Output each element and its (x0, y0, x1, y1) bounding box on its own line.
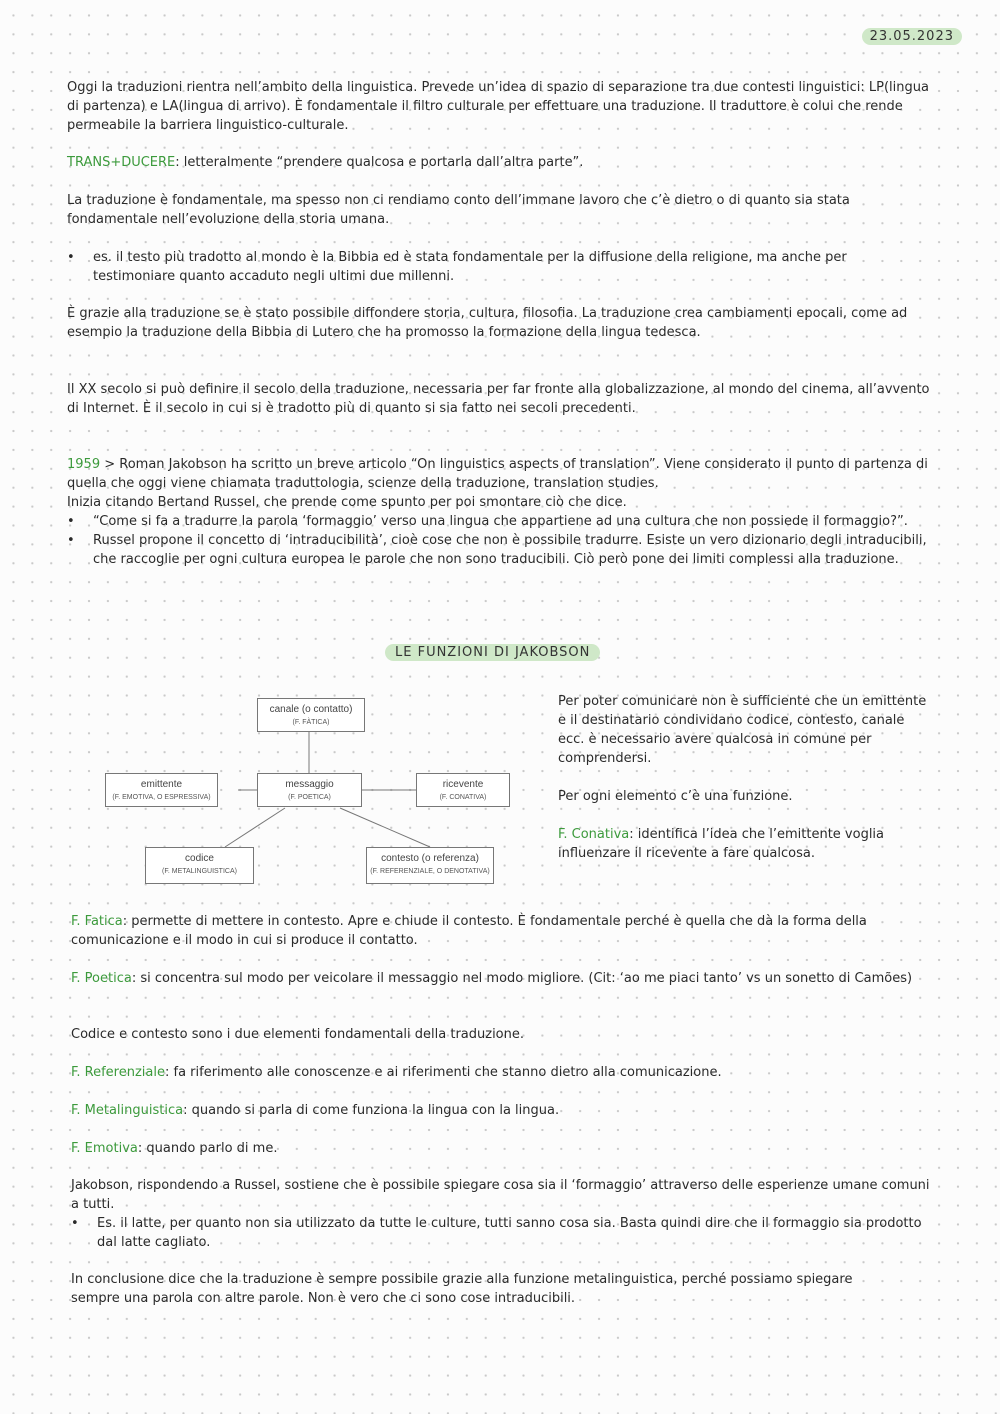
trans-ducere-term: TRANS+DUCERE (67, 155, 176, 170)
fatica-text: : permette di mettere in contesto. Apre e chiude il contesto. È fondamentale perché è quella che dà la forma della comunicazione e il modo in cui si produce il contatto. (71, 914, 867, 948)
section-title: LE FUNZIONI DI JAKOBSON (385, 644, 600, 661)
ricevente-label: ricevente (442, 779, 484, 790)
poetica-text: : si concentra sul modo per veicolare il messaggio nel modo migliore. (Cit: ‘ao me piaci tanto’ vs un sonetto di Camões) (131, 971, 913, 986)
codice-label: codice (185, 853, 214, 864)
box-canale (257, 698, 365, 732)
conativa-term: F. Conativa (558, 827, 630, 842)
emittente-sub: (F. EMOTIVA, O ESPRESSIVA) (112, 794, 211, 801)
emotiva-term: F. Emotiva (71, 1141, 138, 1156)
ricevente-sub: (F. CONATIVA) (439, 794, 487, 801)
date-badge: 23.05.2023 (862, 28, 962, 45)
xx-secolo-paragraph (67, 380, 933, 418)
fatica-term: F. Fatica (71, 914, 123, 929)
russel-bullet-2: • Russel propone il concetto di ‘intraducibilità’, cioè cose che non è possibile tradurre. Esiste un vero dizionario degli intraducibili, che raccoglie per ogni cultura europea le parole che non sono traducibili. Ciò però pone dei limiti complessi alla traduzione. (67, 531, 933, 569)
latte-bullet: • Es. il latte, per quanto non sia utilizzato da tutte le culture, tutti sanno cosa sia. Basta quindi dire che il formaggio sia prodotto dal latte cagliato. (71, 1214, 933, 1252)
intro-paragraph (67, 78, 933, 135)
bibbia-bullet: • es. il testo più tradotto al mondo è la Bibbia ed è stata fondamentale per la diffusione della religione, ma anche per testimoniare quanto accaduto negli ultimi due millenni. (67, 248, 907, 286)
line-messaggio-codice (225, 808, 285, 847)
contesto-sub: (F. REFERENZIALE, O DENOTATIVA) (370, 868, 490, 875)
messaggio-sub: (F. POETICA) (288, 794, 331, 801)
metalinguistica-paragraph (71, 1101, 933, 1120)
metalinguistica-text: : quando si parla di come funziona la lingua con la lingua. (183, 1103, 560, 1118)
right-col-p1: Per poter comunicare non è sufficiente che un emittente e il destinatario condividano codice, contesto, canale ecc. è necessario avere qualcosa in comune per comprendersi. (558, 694, 927, 766)
bibbia-bullet-block (67, 248, 907, 286)
fondamentale-paragraph (67, 191, 933, 229)
metalinguistica-term: F. Metalinguistica (71, 1103, 184, 1118)
box-contesto (366, 847, 494, 884)
emittente-label: emittente (140, 779, 183, 790)
intro-text: Oggi la traduzioni rientra nell’ambito della linguistica. Prevede un’idea di spazio di separazione tra due contesti linguistici: LP(lingua di partenza) e LA(lingua di arrivo). È fondamentale il filtro culturale per effettuare una traduzione. Il traduttore è colui che rende permeabile la barriera linguistico-culturale. (67, 80, 929, 133)
codice-contesto-text: Codice e contesto sono i due elementi fondamentali della traduzione. (71, 1027, 525, 1042)
line-messaggio-contesto (340, 808, 430, 847)
referenziale-paragraph (71, 1063, 933, 1082)
jakobson-diagram (100, 690, 520, 890)
canale-label: canale (o contatto) (269, 704, 353, 715)
messaggio-label: messaggio (285, 779, 334, 790)
box-messaggio (257, 773, 362, 807)
conclusione-text: In conclusione dice che la traduzione è sempre possibile grazie alla funzione metalinguistica, perché possiamo spiegare sempre una parola con altre parole. Non è vero che ci sono cose intraducibili. (71, 1272, 853, 1306)
right-col-p2: Per ogni elemento c’è una funzione. (558, 789, 793, 804)
trans-ducere-text: : letteralmente “prendere qualcosa e portarla dall’altra parte”. (175, 155, 584, 170)
jakobson-risposta-paragraph (71, 1176, 933, 1252)
diagram-explanation (558, 692, 928, 863)
canale-sub: (F. FÀTICA) (292, 719, 330, 726)
jakobson-1959-text: > Roman Jakobson ha scritto un breve articolo “On linguistics aspects of translation”. Viene considerato il punto di partenza di quella che oggi viene chiamata traduttologia, scienze della traduzione, translation studies. (67, 457, 928, 491)
referenziale-text: : fa riferimento alle conoscenze e ai riferimenti che stanno dietro alla comunicazione. (164, 1065, 722, 1080)
emotiva-text: : quando parlo di me. (137, 1141, 278, 1156)
grazie-paragraph (67, 304, 913, 342)
jakobson-risposta-text: Jakobson, rispondendo a Russel, sostiene che è possibile spiegare cosa sia il ‘formaggio’ attraverso delle esperienze umane comuni a tutti. (71, 1178, 930, 1212)
jakobson-1959-paragraph (67, 455, 933, 569)
box-codice (145, 847, 254, 884)
contesto-label: contesto (o referenza) (381, 853, 479, 864)
conativa-text: : identifica l’idea che l’emittente voglia influenzare il ricevente a fare qualcosa. (558, 827, 885, 861)
xx-secolo-text: Il XX secolo si può definire il secolo della traduzione, necessaria per far fronte alla globalizzazione, al mondo del cinema, all’avvento di Internet. È il secolo in cui si è tradotto più di quanto si sia fatto nei secoli precedenti. (67, 382, 930, 416)
codice-contesto-paragraph (71, 1025, 933, 1044)
conclusione-paragraph (71, 1270, 901, 1308)
referenziale-term: F. Referenziale (71, 1065, 165, 1080)
poetica-term: F. Poetica (71, 971, 132, 986)
year-1959: 1959 (67, 457, 101, 472)
fondamentale-text: La traduzione è fondamentale, ma spesso non ci rendiamo conto dell’immane lavoro che c’è dietro o di quanto sia stata fondamentale nell’evoluzione della storia umana. (67, 193, 850, 227)
poetica-paragraph (71, 969, 933, 988)
grazie-text: È grazie alla traduzione se è stato possibile diffondere storia, cultura, filosofia. La traduzione crea cambiamenti epocali, come ad esempio la traduzione della Bibbia di Lutero che ha promosso la formazione della lingua tedesca. (67, 306, 908, 340)
box-ricevente (416, 773, 510, 807)
codice-sub: (F. METALINGUISTICA) (162, 868, 237, 875)
trans-ducere-paragraph (67, 153, 933, 172)
emotiva-paragraph (71, 1139, 933, 1158)
russel-bullet-1: • “Come si fa a tradurre la parola ‘formaggio’ verso una lingua che appartiene ad una cultura che non possiede il formaggio?”. (67, 512, 933, 531)
fatica-paragraph (71, 912, 933, 950)
box-emittente (105, 773, 218, 807)
russel-intro: Inizia citando Bertand Russel, che prende come spunto per poi smontare ciò che dice. (67, 495, 627, 510)
